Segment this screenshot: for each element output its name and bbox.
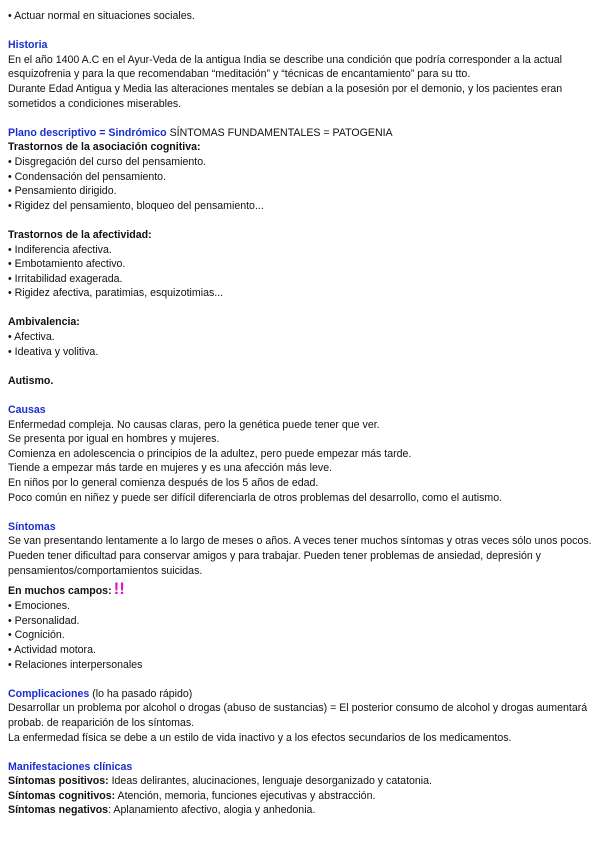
historia-paragraph-1: En el año 1400 A.C en el Ayur-Veda de la antigua India se describe una condición que podría corresponder a la actual esquizofrenia y para la que recomendaban “meditación” y “técnicas de encantamiento” para su tto. [8, 53, 563, 81]
plano-descriptivo-line [8, 126, 592, 141]
manifestacion-label: Síntomas cognitivos: [8, 789, 116, 802]
causas-line: Tiende a empezar más tarde en mujeres y es una afección más leve. [8, 462, 333, 475]
list-item: • Emociones. [8, 600, 71, 613]
asociacion-title: Trastornos de la asociación cognitiva: [8, 141, 201, 154]
list-item: • Disgregación del curso del pensamiento. [8, 155, 207, 168]
complicaciones-heading: Complicaciones [8, 687, 90, 700]
causas-heading: Causas [8, 404, 46, 417]
list-item: • Embotamiento afectivo. [8, 258, 126, 271]
autismo-title: Autismo. [8, 374, 54, 387]
list-item: • Rigidez afectiva, paratimias, esquizotimias... [8, 287, 224, 300]
list-item: • Personalidad. [8, 614, 80, 627]
list-item: • Indiferencia afectiva. [8, 243, 112, 256]
campos-title: En muchos campos: [8, 585, 112, 598]
plano-rest: SÍNTOMAS FUNDAMENTALES = PATOGENIA [166, 126, 393, 139]
manifestacion-text: : Aplanamiento afectivo, alogia y anhedonia. [108, 804, 316, 817]
sintomas-paragraph-2: Pueden tener dificultad para conservar amigos y para trabajar. Pueden tener problemas de ansiedad, depresión y pensamientos/comportamientos suicidas. [8, 549, 541, 577]
list-item: • Cognición. [8, 629, 65, 642]
list-item: • Pensamiento dirigido. [8, 185, 117, 198]
sintomas-heading: Síntomas [8, 520, 56, 533]
manifestaciones-heading: Manifestaciones clínicas [8, 760, 133, 773]
manifestacion-row [8, 803, 592, 818]
complicaciones-paragraph-1: Desarrollar un problema por alcohol o drogas (abuso de sustancias) = El posterior consumo de alcohol y drogas aumentará probab. de reaparición de los síntomas. [8, 702, 588, 729]
causas-line: Comienza en adolescencia o principios de la adultez, pero puede empezar más tarde. [8, 447, 412, 460]
sintomas-paragraph-1: Se van presentando lentamente a lo largo de meses o años. A veces tener muchos síntomas y otras veces sólo unos pocos. [8, 535, 592, 548]
historia-paragraph-2: Durante Edad Antigua y Media las alteraciones mentales se debían a la posesión por el demonio, y los pacientes eran sometidos a condiciones miserables. [8, 82, 563, 110]
causas-line: Enfermedad compleja. No causas claras, pero la genética puede tener que ver. [8, 418, 380, 431]
manifestacion-label: Síntomas negativos [8, 804, 109, 817]
complicaciones-note: (lo ha pasado rápido) [89, 687, 193, 700]
list-item: • Irritabilidad exagerada. [8, 272, 123, 285]
complicaciones-heading-line [8, 687, 592, 702]
historia-heading: Historia [8, 39, 48, 52]
list-item: • Rigidez del pensamiento, bloqueo del pensamiento... [8, 199, 264, 212]
manifestacion-text: Ideas delirantes, alucinaciones, lenguaje desorganizado y catatonia. [108, 775, 432, 788]
exclamation-mark-icon: !! [113, 579, 125, 599]
manifestacion-row [8, 774, 592, 789]
manifestacion-label: Síntomas positivos: [8, 775, 109, 788]
causas-line: En niños por lo general comienza después de los 5 años de edad. [8, 477, 319, 489]
list-item: • Relaciones interpersonales [8, 658, 143, 671]
ambivalencia-title: Ambivalencia: [8, 316, 80, 329]
complicaciones-paragraph-2: La enfermedad física se debe a un estilo de vida inactivo y a los efectos secundarios de los medicamentos. [8, 731, 512, 744]
plano-heading: Plano descriptivo = Sindrómico [8, 126, 167, 139]
list-item: • Ideativa y volitiva. [8, 345, 99, 358]
intro-bullet: • Actuar normal en situaciones sociales. [8, 10, 195, 22]
campos-line [8, 579, 592, 599]
list-item: • Condensación del pensamiento. [8, 170, 167, 183]
causas-line: Se presenta por igual en hombres y mujeres. [8, 433, 220, 446]
causas-line: Poco común en niñez y puede ser difícil diferenciarla de otros problemas del desarrollo, como el autismo. [8, 491, 503, 504]
manifestacion-text: Atención, memoria, funciones ejecutivas y abstracción. [115, 789, 376, 802]
afectividad-title: Trastornos de la afectividad: [8, 228, 152, 241]
list-item: • Actividad motora. [8, 643, 96, 656]
list-item: • Afectiva. [8, 331, 55, 344]
manifestacion-row [8, 789, 592, 804]
